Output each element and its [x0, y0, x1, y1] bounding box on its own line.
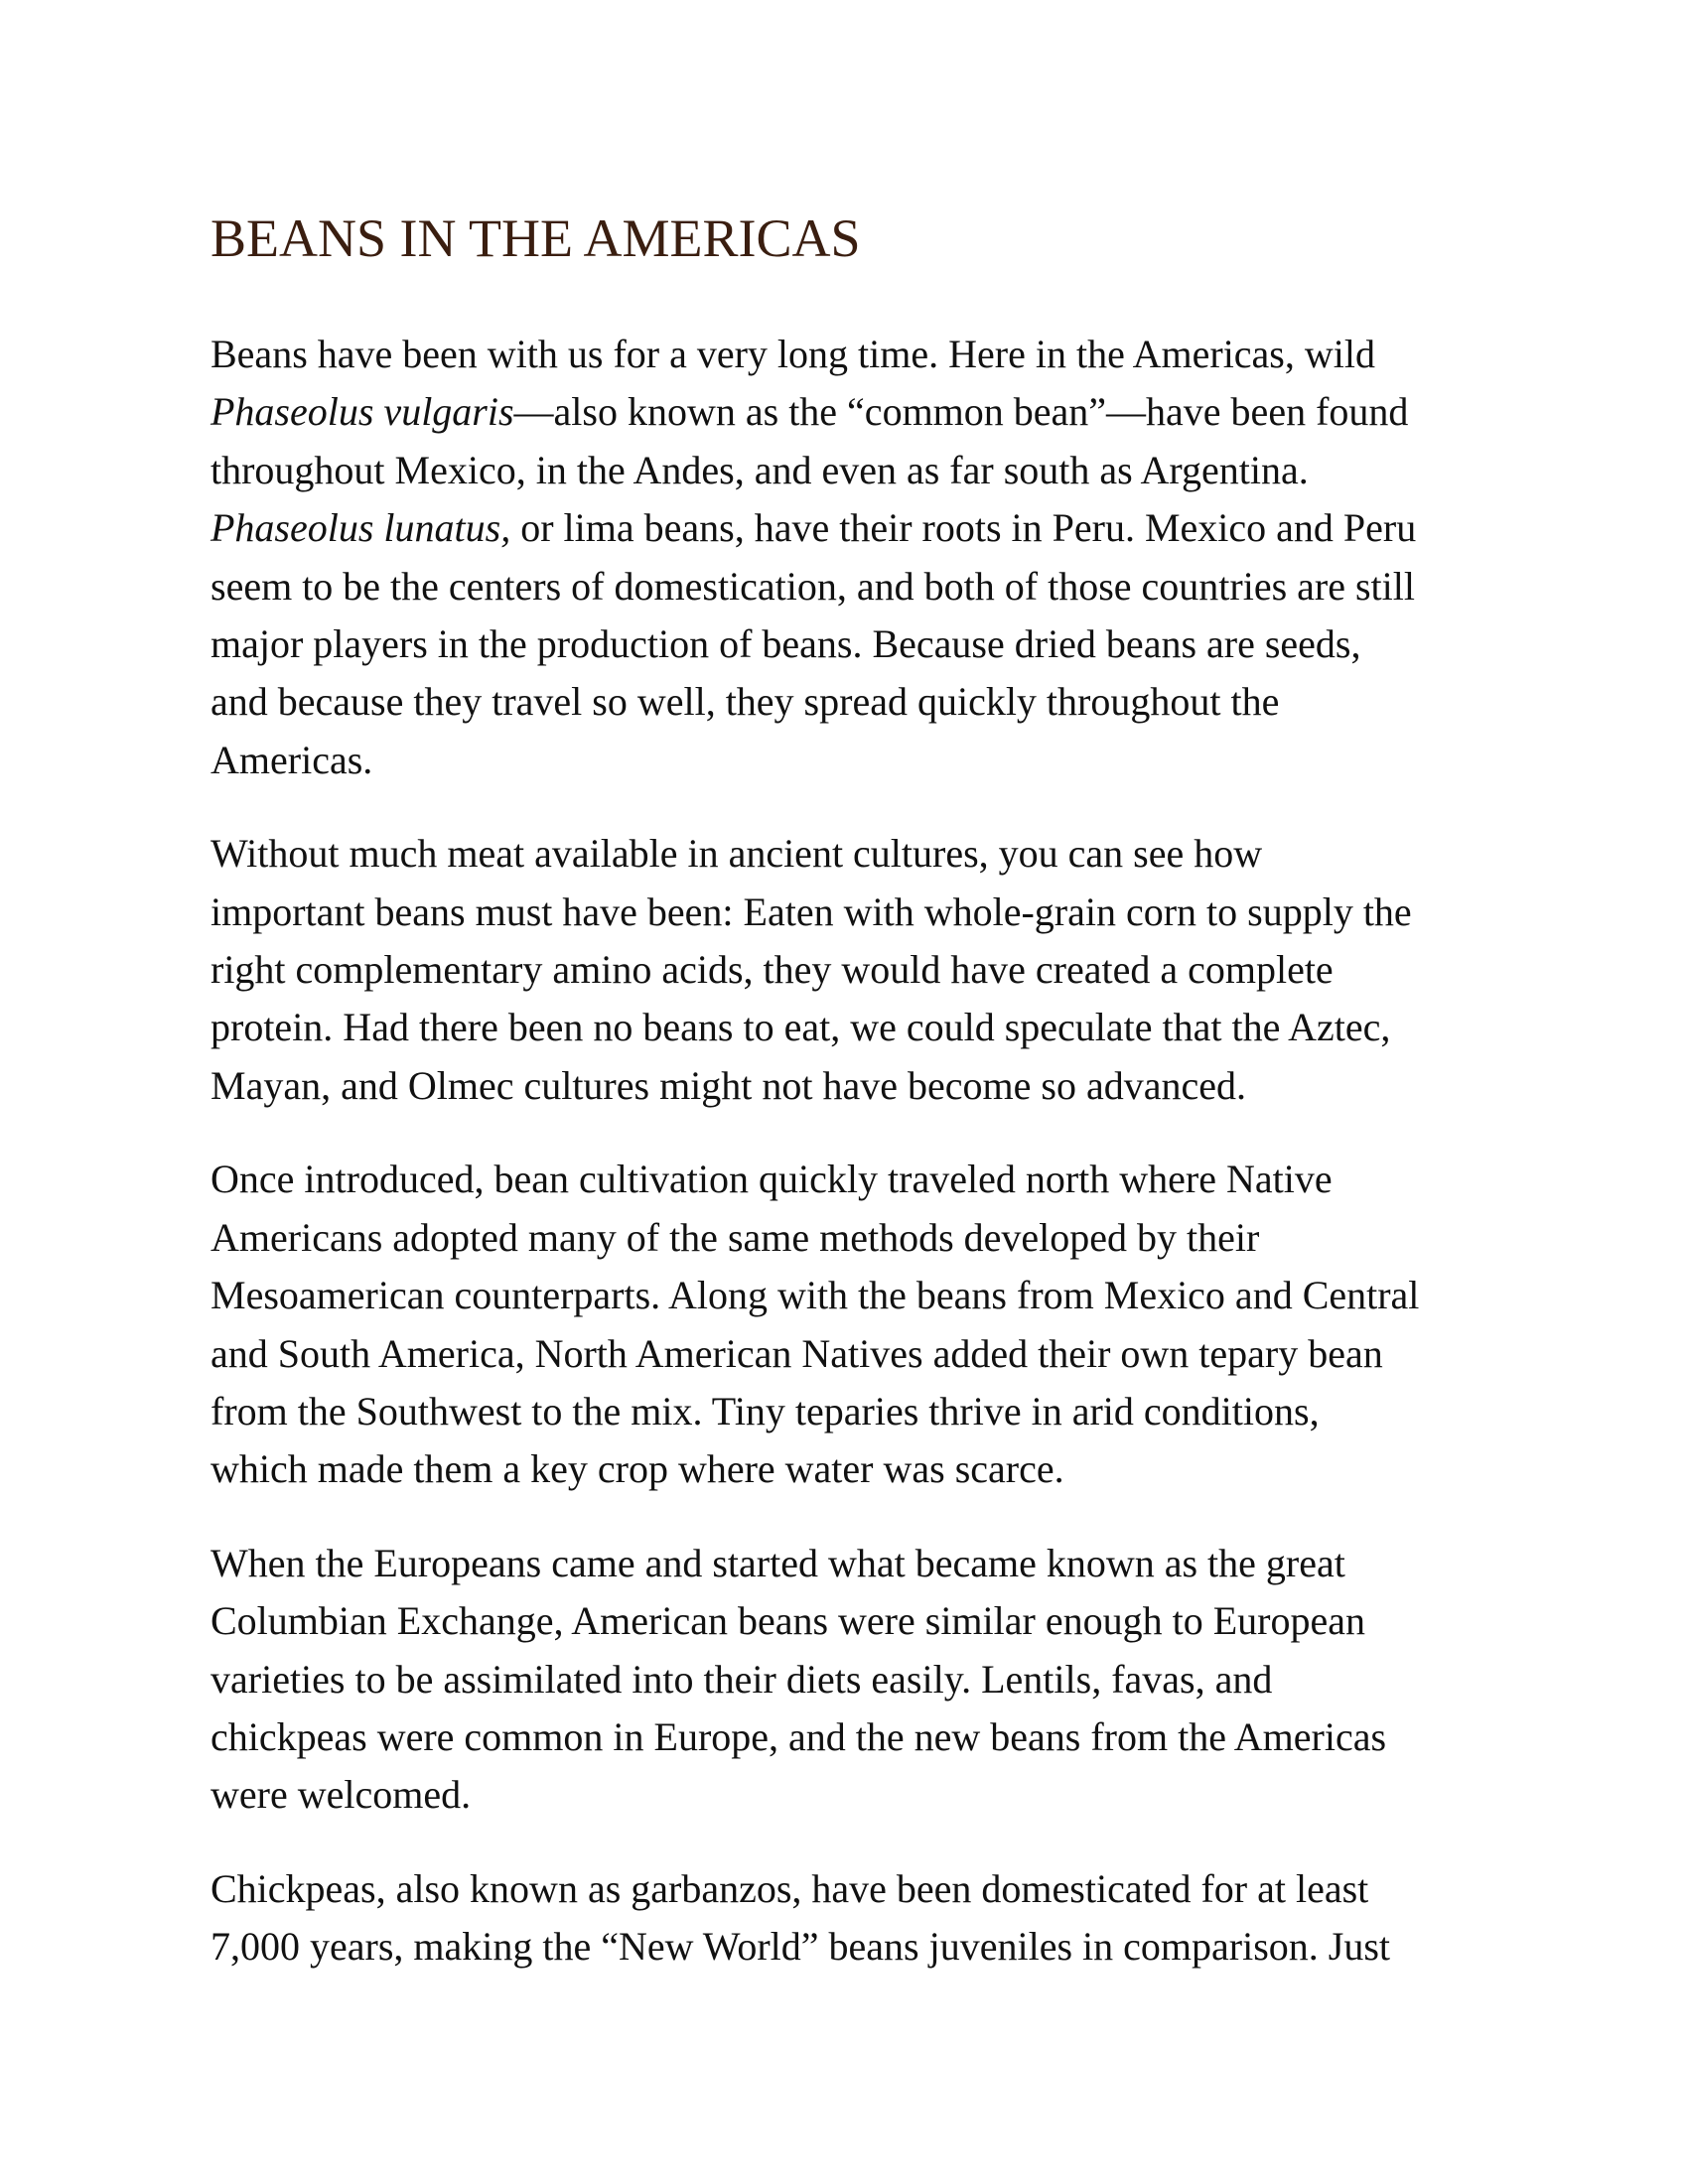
text-line: chickpeas were common in Europe, and the new beans from the Americas — [211, 1713, 1387, 1759]
text-line: Americas. — [211, 737, 373, 782]
text-line: Chickpeas, also known as garbanzos, have been domesticated for at least — [211, 1865, 1369, 1911]
text-line: Americans adopted many of the same methods developed by their — [211, 1214, 1260, 1260]
text-line: Once introduced, bean cultivation quickly traveled north where Native — [211, 1157, 1333, 1202]
paragraph-chickpeas — [211, 1860, 1501, 1977]
paragraph-nutrition — [211, 825, 1501, 1115]
scientific-name: Phaseolus lunatus, — [211, 505, 511, 551]
text-line: Beans have been with us for a very long time. Here in the Americas, wild — [211, 332, 1375, 376]
paragraph-north-spread — [211, 1151, 1501, 1498]
text-line: from the Southwest to the mix. Tiny teparies thrive in arid conditions, — [211, 1388, 1320, 1433]
text-line: seem to be the centers of domestication, and both of those countries are still — [211, 563, 1415, 609]
text-line: important beans must have been: Eaten with whole-grain corn to supply the — [211, 888, 1412, 934]
text-line: Without much meat available in ancient cultures, you can see how — [211, 831, 1263, 877]
text-line — [211, 499, 1501, 557]
text-line: varieties to be assimilated into their diets easily. Lentils, favas, and — [211, 1656, 1273, 1702]
text-line: Mayan, and Olmec cultures might not have become so advanced. — [211, 1062, 1246, 1108]
text-line: major players in the production of beans. Because dried beans are seeds, — [211, 621, 1361, 667]
text-line: Mesoamerican counterparts. Along with the beans from Mexico and Central — [211, 1273, 1420, 1318]
text-line: When the Europeans came and started what became known as the great — [211, 1540, 1345, 1585]
paragraph-origins — [211, 326, 1501, 789]
scientific-name: Phaseolus vulgaris — [211, 389, 514, 435]
text-line: Columbian Exchange, American beans were similar enough to European — [211, 1598, 1365, 1644]
text-line: were welcomed. — [211, 1772, 472, 1818]
paragraph-columbian-exchange — [211, 1535, 1501, 1825]
text-run: —also known as the “common bean”—have been found — [513, 389, 1409, 435]
text-line: and South America, North American Natives added their own tepary bean — [211, 1330, 1383, 1376]
text-line: protein. Had there been no beans to eat, we could speculate that the Aztec, — [211, 1005, 1391, 1050]
document-body — [211, 199, 1501, 2012]
page-title: BEANS IN THE AMERICAS — [211, 208, 861, 268]
text-line: 7,000 years, making the “New World” beans juveniles in comparison. Just — [211, 1924, 1391, 1970]
text-line: right complementary amino acids, they would have created a complete — [211, 947, 1334, 993]
text-line: throughout Mexico, in the Andes, and even as far south as Argentina. — [211, 447, 1309, 492]
text-run: or lima beans, have their roots in Peru. Mexico and Peru — [510, 505, 1417, 551]
text-line: and because they travel so well, they spread quickly throughout the — [211, 679, 1280, 725]
text-line — [211, 383, 1501, 441]
text-line: which made them a key crop where water was scarce. — [211, 1446, 1064, 1492]
